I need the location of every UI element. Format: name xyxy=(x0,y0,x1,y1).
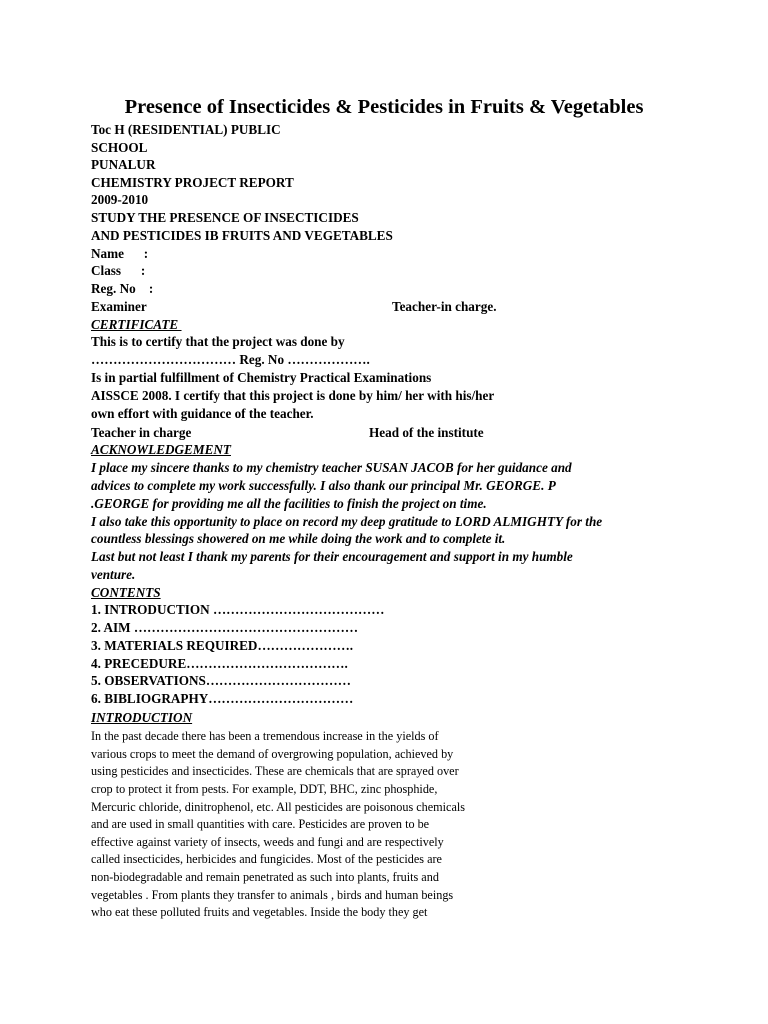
introduction-line: using pesticides and insecticides. These are chemicals that are sprayed over xyxy=(91,764,459,778)
certificate-line-5: own effort with guidance of the teacher. xyxy=(91,406,314,421)
school-name-line: Toc H (RESIDENTIAL) PUBLIC xyxy=(91,122,281,137)
contents-item: 4. PRECEDURE………………………………. xyxy=(91,656,348,671)
introduction-heading: INTRODUCTION xyxy=(91,710,193,725)
introduction-line: In the past decade there has been a tremendous increase in the yields of xyxy=(91,729,439,743)
acknowledgement-line: I also take this opportunity to place on record my deep gratitude to LORD ALMIGHTY for the xyxy=(91,514,603,529)
document-title: Presence of Insecticides & Pesticides in Fruits & Vegetables xyxy=(124,96,644,118)
introduction-line: called insecticides, herbicides and fungicides. Most of the pesticides are xyxy=(91,852,442,866)
introduction-line: effective against variety of insects, weeds and fungi and are respectively xyxy=(91,835,444,849)
contents-item: 3. MATERIALS REQUIRED…………………. xyxy=(91,638,354,653)
certificate-line-2: …………………………… Reg. No ………………. xyxy=(91,352,370,367)
introduction-line: vegetables . From plants they transfer to animals , birds and human beings xyxy=(91,888,454,902)
report-type-line: CHEMISTRY PROJECT REPORT xyxy=(91,175,294,190)
certificate-line-3: Is in partial fulfillment of Chemistry Practical Examinations xyxy=(91,370,432,385)
study-title-line-2: AND PESTICIDES IB FRUITS AND VEGETABLES xyxy=(91,228,393,243)
acknowledgement-line: advices to complete my work successfully. I also thank our principal Mr. GEORGE. P xyxy=(91,478,556,493)
examiner-label: Examiner xyxy=(91,299,147,314)
acknowledgement-line: countless blessings showered on me while doing the work and to complete it. xyxy=(91,531,506,546)
introduction-line: Mercuric chloride, dinitrophenol, etc. All pesticides are poisonous chemicals xyxy=(91,800,465,814)
teacher-in-charge-label: Teacher-in charge. xyxy=(392,299,497,314)
teacher-in-charge-signature: Teacher in charge xyxy=(91,425,192,440)
acknowledgement-heading: ACKNOWLEDGEMENT xyxy=(91,442,231,457)
introduction-line: various crops to meet the demand of overgrowing population, achieved by xyxy=(91,747,454,761)
location-line: PUNALUR xyxy=(91,157,156,172)
head-of-institute-signature: Head of the institute xyxy=(369,425,484,440)
study-title-line-1: STUDY THE PRESENCE OF INSECTICIDES xyxy=(91,210,359,225)
class-field: Class : xyxy=(91,263,146,278)
acknowledgement-line: .GEORGE for providing me all the facilities to finish the project on time. xyxy=(91,496,487,511)
acknowledgement-line: venture. xyxy=(91,567,136,582)
regno-field: Reg. No : xyxy=(91,281,154,296)
contents-item: 5. OBSERVATIONS…………………………… xyxy=(91,673,351,688)
contents-heading: CONTENTS xyxy=(91,585,161,600)
contents-item: 1. INTRODUCTION ………………………………… xyxy=(91,602,385,617)
school-line: SCHOOL xyxy=(91,140,148,155)
introduction-line: crop to protect it from pests. For example, DDT, BHC, zinc phosphide, xyxy=(91,782,438,796)
certificate-line-1: This is to certify that the project was done by xyxy=(91,334,345,349)
introduction-line: who eat these polluted fruits and vegetables. Inside the body they get xyxy=(91,905,428,919)
certificate-line-4: AISSCE 2008. I certify that this project is done by him/ her with his/her xyxy=(91,388,495,403)
certificate-heading: CERTIFICATE xyxy=(91,317,182,332)
acknowledgement-line: Last but not least I thank my parents for their encouragement and support in my humble xyxy=(91,549,573,564)
name-field: Name : xyxy=(91,246,149,261)
academic-year-line: 2009-2010 xyxy=(91,192,149,207)
contents-item: 2. AIM …………………………………………… xyxy=(91,620,359,635)
acknowledgement-line: I place my sincere thanks to my chemistry teacher SUSAN JACOB for her guidance and xyxy=(91,460,572,475)
contents-item: 6. BIBLIOGRAPHY…………………………… xyxy=(91,691,354,706)
introduction-line: and are used in small quantities with care. Pesticides are proven to be xyxy=(91,817,430,831)
introduction-line: non-biodegradable and remain penetrated as such into plants, fruits and xyxy=(91,870,439,884)
